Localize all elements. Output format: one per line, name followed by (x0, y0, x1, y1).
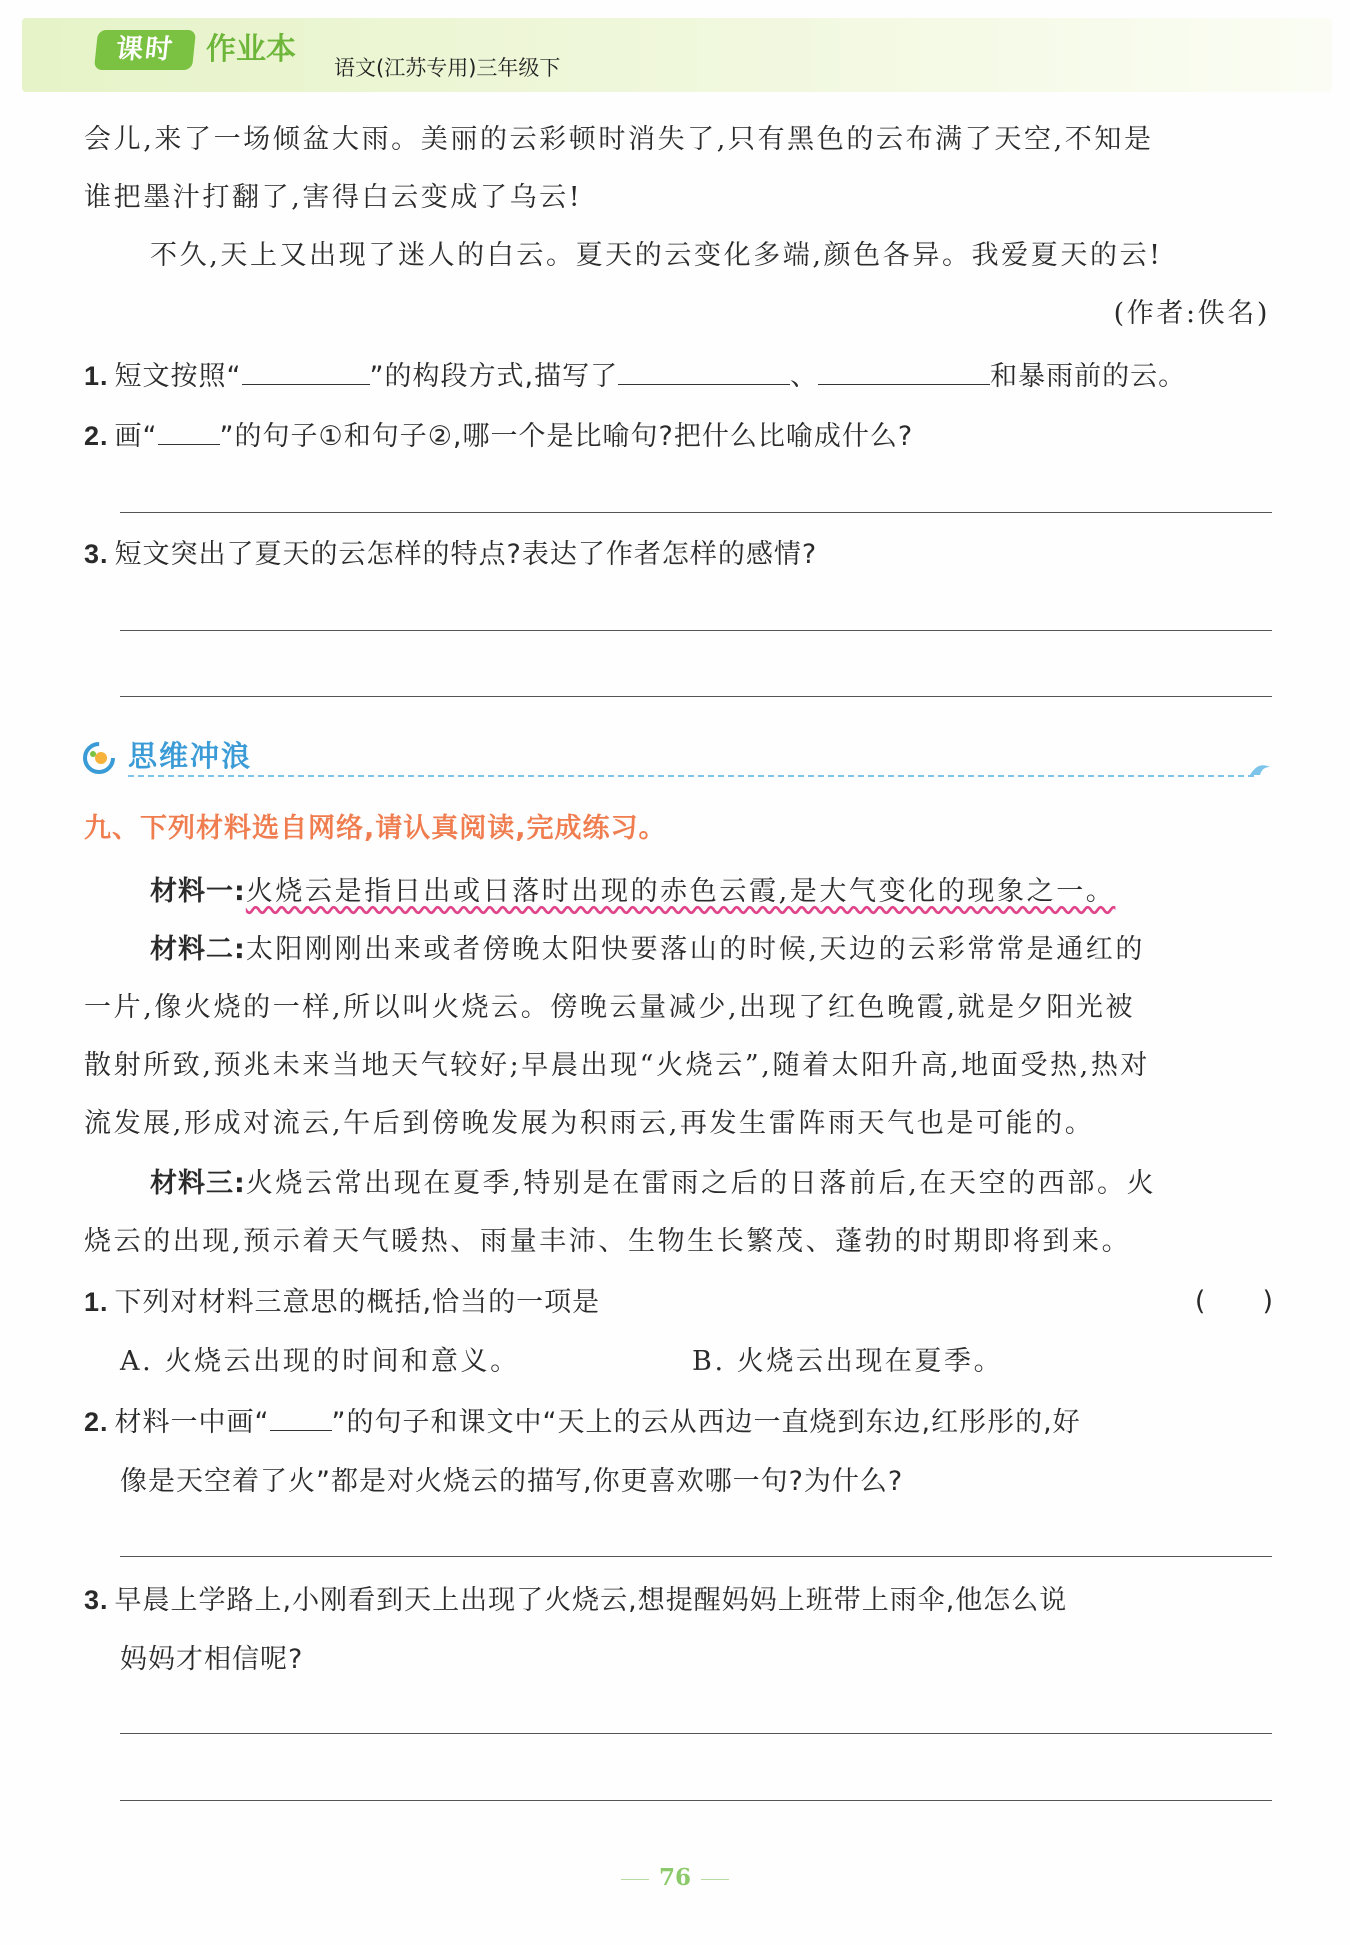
material-3-line-2: 烧云的出现,预示着天气暖热、雨量丰沛、生物生长繁茂、蓬勃的时期即将到来。 (84, 1226, 1132, 1257)
question-9-3: 3. 早晨上学路上,小刚看到天上出现了火烧云,想提醒妈妈上班带上雨伞,他怎么说 (84, 1585, 1068, 1616)
question-number: 3. (84, 539, 109, 569)
underline-mark-blank (158, 418, 220, 445)
question-9-1: 1. 下列对材料三意思的概括,恰当的一项是 (84, 1287, 601, 1318)
answer-blank[interactable] (242, 358, 370, 385)
wavy-underlined-sentence: 火烧云是指日出或日落时出现的赤色云霞,是大气变化的现象之一。 (245, 876, 1116, 907)
passage-line-1: 会儿,来了一场倾盆大雨。美丽的云彩顿时消失了,只有黑色的云布满了天空,不知是 (84, 124, 1154, 155)
brand-name: 作业本 (206, 32, 296, 67)
answer-line[interactable] (120, 1800, 1272, 1801)
passage-line-3: 不久,天上又出现了迷人的白云。夏天的云变化多端,颜色各异。我爱夏天的云! (150, 240, 1163, 271)
answer-bracket[interactable]: ( ) (1194, 1286, 1274, 1317)
question-number: 3. (84, 1585, 109, 1615)
question-number: 2. (84, 421, 109, 451)
material-1 (150, 874, 1340, 910)
material-2-line-2: 一片,像火烧的一样,所以叫火烧云。傍晚云量减少,出现了红色晚霞,就是夕阳光被 (84, 992, 1136, 1023)
question-9-2: 2. 材料一中画“ ”的句子和课文中“天上的云从西边一直烧到东边,红彤彤的,好 (84, 1404, 1274, 1441)
answer-blank[interactable] (618, 358, 790, 385)
answer-blank[interactable] (818, 358, 990, 385)
question-number: 1. (84, 361, 109, 391)
passage-author: (作者:佚名) (1113, 298, 1270, 329)
passage-line-2: 谁把墨汁打翻了,害得白云变成了乌云! (84, 182, 583, 213)
answer-line[interactable] (120, 1556, 1272, 1557)
page-number: 76 (0, 1864, 1350, 1891)
answer-line[interactable] (120, 696, 1272, 697)
material-2-line-3: 散射所致,预兆未来当地天气较好;早晨出现“火烧云”,随着太阳升高,地面受热,热对 (84, 1050, 1151, 1081)
question-9-title: 九、下列材料选自网络,请认真阅读,完成练习。 (84, 813, 667, 844)
material-label: 材料二: (150, 934, 246, 965)
section-header (82, 733, 1274, 779)
question-number: 1. (84, 1287, 109, 1317)
material-2-line-1: 材料二:太阳刚刚出来或者傍晚太阳快要落山的时候,天边的云彩常常是通红的 (150, 934, 1145, 965)
section-title: 思维冲浪 (128, 739, 253, 773)
option-a[interactable]: A. 火烧云出现的时间和意义。 (120, 1346, 520, 1377)
material-label: 材料一: (150, 876, 246, 907)
question-9-3-line-2: 妈妈才相信呢? (120, 1644, 304, 1675)
material-label: 材料三: (150, 1168, 246, 1199)
material-3-line-1: 材料三:火烧云常出现在夏季,特别是在雷雨之后的日落前后,在天空的西部。火 (150, 1168, 1157, 1199)
question-number: 2. (84, 1407, 109, 1437)
swirl-icon (82, 741, 116, 775)
question-3: 3. 短文突出了夏天的云怎样的特点?表达了作者怎样的感情? (84, 539, 818, 570)
underline-mark-blank (270, 1404, 332, 1431)
wave-icon (1248, 759, 1274, 779)
option-b[interactable]: B. 火烧云出现在夏季。 (692, 1346, 1004, 1377)
question-1: 1. 短文按照“ ”的构段方式,描写了 、 和暴雨前的云。 (84, 358, 1274, 395)
section-divider (128, 775, 1254, 777)
material-2-line-4: 流发展,形成对流云,午后到傍晚发展为积雨云,再发生雷阵雨天气也是可能的。 (84, 1108, 1095, 1139)
book-info: 语文(江苏专用)三年级下 (334, 56, 561, 80)
answer-line[interactable] (120, 512, 1272, 513)
brand-badge: 课时 (94, 30, 196, 70)
question-2: 2. 画“ ”的句子①和句子②,哪一个是比喻句?把什么比喻成什么? (84, 418, 1274, 455)
answer-line[interactable] (120, 1733, 1272, 1734)
answer-line[interactable] (120, 630, 1272, 631)
question-9-2-line-2: 像是天空着了火”都是对火烧云的描写,你更喜欢哪一句?为什么? (120, 1466, 904, 1497)
